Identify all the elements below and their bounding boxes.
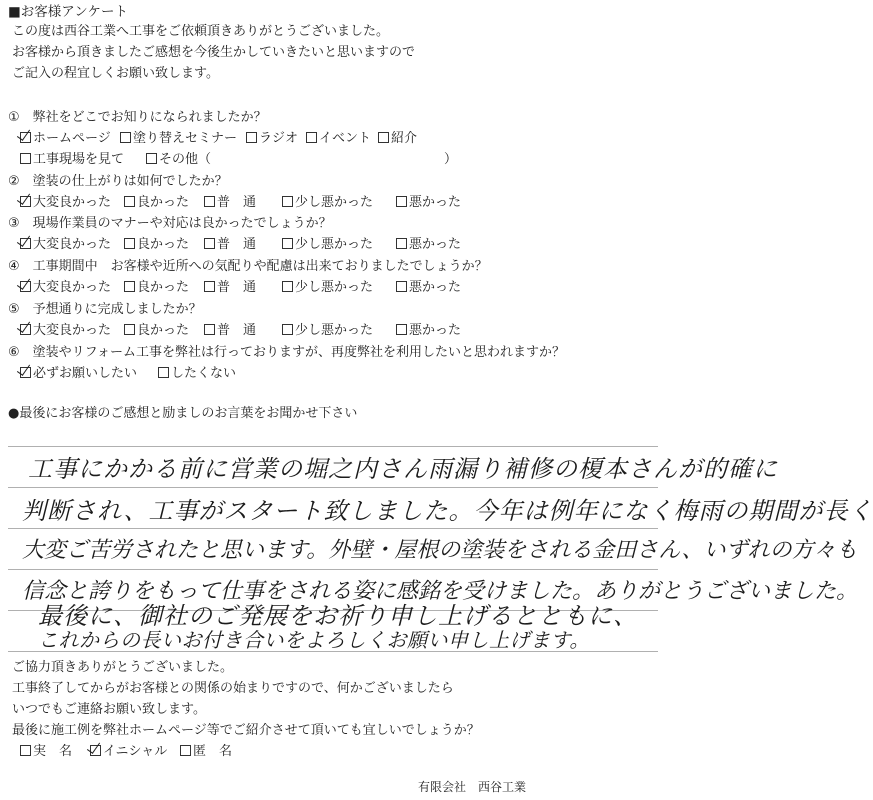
q4-option-good[interactable]: 良かった [124, 280, 189, 296]
survey-title: ■お客様アンケート [8, 4, 128, 20]
checkbox-icon [204, 238, 215, 249]
question-2: ② 塗装の仕上がりは如何でしたか？ [8, 174, 228, 189]
checkbox-icon [282, 238, 293, 249]
comments-heading: ●最後にお客様のご感想と励ましのお言葉をお聞かせ下さい [8, 406, 358, 421]
checkbox-checked-icon [20, 281, 31, 292]
footer-line-3: いつでもご連絡お願い致します。 [12, 702, 206, 717]
q5-option-somewhat-bad[interactable]: 少し悪かった [282, 323, 373, 339]
checkbox-icon [20, 745, 31, 756]
q5-option-good[interactable]: 良かった [124, 323, 189, 339]
checkbox-icon [124, 238, 135, 249]
q3-option-good[interactable]: 良かった [124, 237, 189, 253]
checkbox-checked-icon [90, 745, 101, 756]
checkbox-checked-icon [20, 132, 31, 143]
q3-option-somewhat-bad[interactable]: 少し悪かった [282, 237, 373, 253]
handwritten-comment-line-6: これからの長いお付き合いをよろしくお願い申し上げます。 [38, 628, 590, 652]
q4-option-average[interactable]: 普 通 [204, 280, 256, 296]
checkbox-icon [396, 196, 407, 207]
intro-line-3: ご記入の程宜しくお願い致します。 [12, 66, 219, 81]
footer-line-1: ご協力頂きありがとうございました。 [12, 660, 234, 675]
q4-option-very-good[interactable]: 大変良かった [20, 280, 111, 296]
q5-option-bad[interactable]: 悪かった [396, 323, 461, 339]
q2-option-bad[interactable]: 悪かった [396, 195, 461, 211]
q3-option-very-good[interactable]: 大変良かった [20, 237, 111, 253]
q3-option-bad[interactable]: 悪かった [396, 237, 461, 253]
checkbox-checked-icon [20, 367, 31, 378]
q5-option-average[interactable]: 普 通 [204, 323, 256, 339]
question-3: ③ 現場作業員のマナーや対応は良かったでしょうか？ [8, 216, 332, 231]
footer-line-2: 工事終了してからがお客様との関係の始まりですので、何かございましたら [12, 681, 454, 696]
writing-rule [8, 528, 658, 529]
intro-line-1: この度は西谷工業へ工事をご依頼頂きありがとうございました。 [12, 24, 390, 39]
publish-option-anonymous[interactable]: 匿 名 [180, 744, 232, 760]
writing-rule [8, 446, 658, 447]
q1-other-close-paren: ） [444, 152, 458, 167]
checkbox-icon [20, 153, 31, 164]
q1-option-radio[interactable]: ラジオ [246, 131, 298, 147]
checkbox-checked-icon [20, 324, 31, 335]
checkbox-icon [204, 196, 215, 207]
checkbox-icon [282, 324, 293, 335]
checkbox-icon [124, 196, 135, 207]
checkbox-icon [124, 324, 135, 335]
checkbox-icon [306, 132, 317, 143]
checkbox-icon [180, 745, 191, 756]
question-5: ⑤ 予想通りに完成しましたか？ [8, 302, 202, 317]
checkbox-icon [146, 153, 157, 164]
handwritten-comment-line-3: 大変ご苦労されたと思います。外壁・屋根の塗装をされる金田さん、いずれの方々も [22, 538, 858, 563]
checkbox-icon [378, 132, 389, 143]
checkbox-icon [204, 324, 215, 335]
q2-option-good[interactable]: 良かった [124, 195, 189, 211]
checkbox-icon [120, 132, 131, 143]
checkbox-icon [282, 196, 293, 207]
checkbox-icon [158, 367, 169, 378]
footer-line-4: 最後に施工例を弊社ホームページ等でご紹介させて頂いても宜しいでしょうか？ [12, 723, 480, 738]
checkbox-checked-icon [20, 196, 31, 207]
q4-option-somewhat-bad[interactable]: 少し悪かった [282, 280, 373, 296]
question-4: ④ 工事期間中 お客様や近所への気配りや配慮は出来ておりましたでしょうか？ [8, 259, 488, 274]
publish-option-real-name[interactable]: 実 名 [20, 744, 72, 760]
writing-rule [8, 487, 658, 488]
writing-rule [8, 569, 658, 570]
checkbox-icon [124, 281, 135, 292]
checkbox-icon [282, 281, 293, 292]
q1-option-homepage[interactable]: ホームページ [20, 131, 111, 147]
handwritten-comment-line-2: 判断され、工事がスタート致しました。今年は例年になく梅雨の期間が長く [22, 497, 873, 525]
q1-option-referral[interactable]: 紹介 [378, 131, 417, 147]
publish-option-initials[interactable]: イニシャル [90, 744, 167, 760]
q2-option-average[interactable]: 普 通 [204, 195, 256, 211]
q2-option-very-good[interactable]: 大変良かった [20, 195, 111, 211]
q1-option-other[interactable]: その他（ [146, 152, 211, 168]
handwritten-comment-line-4: 信念と誇りをもって仕事をされる姿に感銘を受けました。ありがとうございました。 [22, 579, 859, 604]
q3-option-average[interactable]: 普 通 [204, 237, 256, 253]
q1-option-site[interactable]: 工事現場を見て [20, 152, 124, 168]
handwritten-comment-line-1: 工事にかかる前に営業の堀之内さん雨漏り補修の榎本さんが的確に [28, 455, 778, 483]
q6-option-no[interactable]: したくない [158, 366, 236, 382]
checkbox-icon [396, 238, 407, 249]
checkbox-icon [396, 281, 407, 292]
handwritten-comment-line-5: 最後に、御社のご発展をお祈り申し上げるとともに、 [38, 602, 638, 630]
checkbox-icon [204, 281, 215, 292]
intro-line-2: お客様から頂きましたご感想を今後生かしていきたいと思いますので [12, 45, 416, 60]
checkbox-icon [396, 324, 407, 335]
checkbox-checked-icon [20, 238, 31, 249]
q1-option-seminar[interactable]: 塗り替えセミナー [120, 131, 237, 147]
question-1: ① 弊社をどこでお知りになられましたか？ [8, 110, 267, 125]
question-6: ⑥ 塗装やリフォーム工事を弊社は行っておりますが、再度弊社を利用したいと思われますか？ [8, 345, 566, 360]
checkbox-icon [246, 132, 257, 143]
q6-option-definitely[interactable]: 必ずお願いしたい [20, 366, 137, 382]
q2-option-somewhat-bad[interactable]: 少し悪かった [282, 195, 373, 211]
company-name: 有限会社 西谷工業 [417, 780, 526, 794]
q1-option-event[interactable]: イベント [306, 131, 371, 147]
q4-option-bad[interactable]: 悪かった [396, 280, 461, 296]
q5-option-very-good[interactable]: 大変良かった [20, 323, 111, 339]
